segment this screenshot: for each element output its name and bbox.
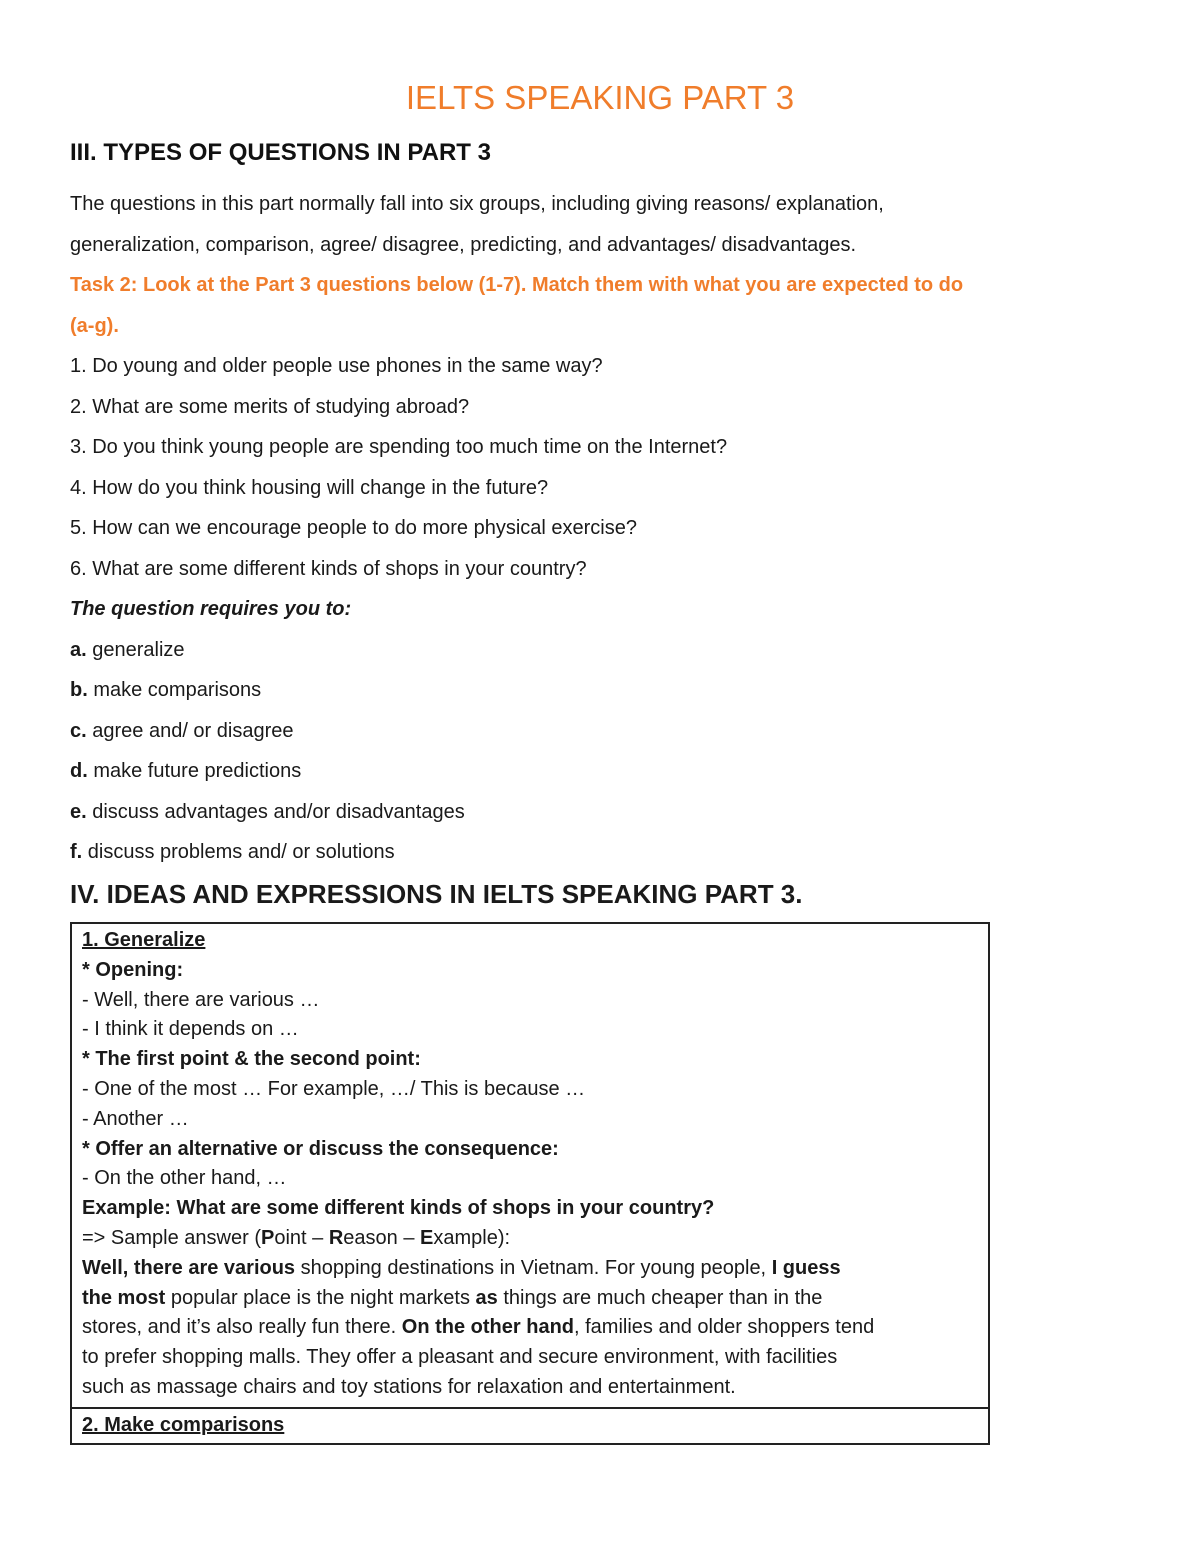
option-list xyxy=(70,630,1130,873)
points-label: * The first point & the second point: xyxy=(82,1048,421,1071)
sample-answer-text xyxy=(82,1254,978,1403)
question-item: 3. Do you think young people are spending too much time on the Internet? xyxy=(70,436,728,458)
sample-prefix: => Sample answer ( xyxy=(82,1226,261,1249)
alternative-label: * Offer an alternative or discuss the consequence: xyxy=(82,1137,559,1160)
task-instruction-line-1: Task 2: Look at the Part 3 questions below (1-7). Match them with what you are expected to do xyxy=(70,274,964,296)
cell-title: 2. Make comparisons xyxy=(82,1413,285,1436)
question-item: 2. What are some merits of studying abroad? xyxy=(70,395,470,418)
option-item xyxy=(70,792,1130,833)
expression-line: - One of the most … For example, …/ This is because … xyxy=(82,1077,586,1100)
intro-line-2: generalization, comparison, agree/ disagree, predicting, and advantages/ disadvantages. xyxy=(70,233,857,256)
option-text: agree and/ or disagree xyxy=(86,719,294,742)
expression-line: - Well, there are various … xyxy=(82,988,320,1011)
option-text: discuss advantages and/or disadvantages xyxy=(86,800,465,823)
question-list xyxy=(70,346,1130,589)
expression-line: - I think it depends on … xyxy=(82,1018,299,1041)
intro-line-1: The questions in this part normally fall into six groups, including giving reasons/ explanation, xyxy=(70,193,884,215)
opening-label: * Opening: xyxy=(82,958,184,981)
option-item xyxy=(70,751,1130,792)
question-item: 1. Do young and older people use phones in the same way? xyxy=(70,355,603,377)
answer-bold: Well, there are various xyxy=(82,1256,296,1279)
sample-letter: R xyxy=(328,1226,344,1249)
expression-line: - On the other hand, … xyxy=(82,1167,287,1190)
example-question: Example: What are some different kinds of shops in your country? xyxy=(82,1197,715,1220)
option-text: generalize xyxy=(86,638,185,661)
question-item: 4. How do you think housing will change in the future? xyxy=(70,476,549,499)
document-page xyxy=(70,70,1130,911)
answer-text: things are much cheaper than in the xyxy=(497,1286,823,1309)
sample-letter: E xyxy=(420,1226,434,1249)
answer-text: popular place is the night markets xyxy=(165,1286,476,1309)
option-item xyxy=(70,711,1130,752)
option-text: make future predictions xyxy=(87,760,302,782)
answer-text: , families and older shoppers tend xyxy=(574,1316,875,1339)
sample-word: eason – xyxy=(343,1226,420,1249)
page-title: IELTS SPEAKING PART 3 xyxy=(405,79,795,116)
expressions-table xyxy=(70,922,990,1445)
table-cell-comparisons xyxy=(72,1407,988,1443)
requires-label: The question requires you to: xyxy=(70,598,352,620)
sample-word: oint – xyxy=(274,1226,329,1249)
option-item xyxy=(70,670,1130,711)
option-item xyxy=(70,630,1130,671)
option-text: make comparisons xyxy=(87,679,262,701)
question-item: 6. What are some different kinds of shops in your country? xyxy=(70,557,587,580)
sample-answer-label xyxy=(82,1224,978,1254)
expression-line: - Another … xyxy=(82,1107,189,1130)
option-letter: a. xyxy=(70,638,87,661)
answer-text: to prefer shopping malls. They offer a pleasant and secure environment, with facilities xyxy=(82,1346,838,1369)
section-heading-types: III. TYPES OF QUESTIONS IN PART 3 xyxy=(70,139,491,166)
cell-title: 1. Generalize xyxy=(82,929,206,951)
option-letter: d. xyxy=(70,760,88,782)
answer-bold: On the other hand xyxy=(401,1316,575,1339)
sample-word: xample): xyxy=(433,1226,511,1249)
answer-bold: I guess xyxy=(771,1256,841,1279)
question-item: 5. How can we encourage people to do more physical exercise? xyxy=(70,517,637,539)
section-heading-ideas: IV. IDEAS AND EXPRESSIONS IN IELTS SPEAKING PART 3. xyxy=(70,878,803,909)
sample-letter: P xyxy=(260,1226,275,1249)
answer-bold: the most xyxy=(82,1286,166,1309)
option-letter: c. xyxy=(70,719,87,742)
answer-text: stores, and it’s also really fun there. xyxy=(82,1316,402,1339)
option-letter: f. xyxy=(70,841,83,863)
answer-text: such as massage chairs and toy stations for relaxation and entertainment. xyxy=(82,1375,736,1398)
option-letter: b. xyxy=(70,679,88,701)
task-instruction-line-2: (a-g). xyxy=(70,314,119,337)
answer-bold: as xyxy=(475,1286,498,1309)
option-text: discuss problems and/ or solutions xyxy=(82,841,395,863)
option-letter: e. xyxy=(70,800,87,823)
option-item xyxy=(70,832,1130,873)
table-cell-generalize xyxy=(72,924,988,1407)
answer-text: shopping destinations in Vietnam. For young people, xyxy=(295,1256,772,1279)
